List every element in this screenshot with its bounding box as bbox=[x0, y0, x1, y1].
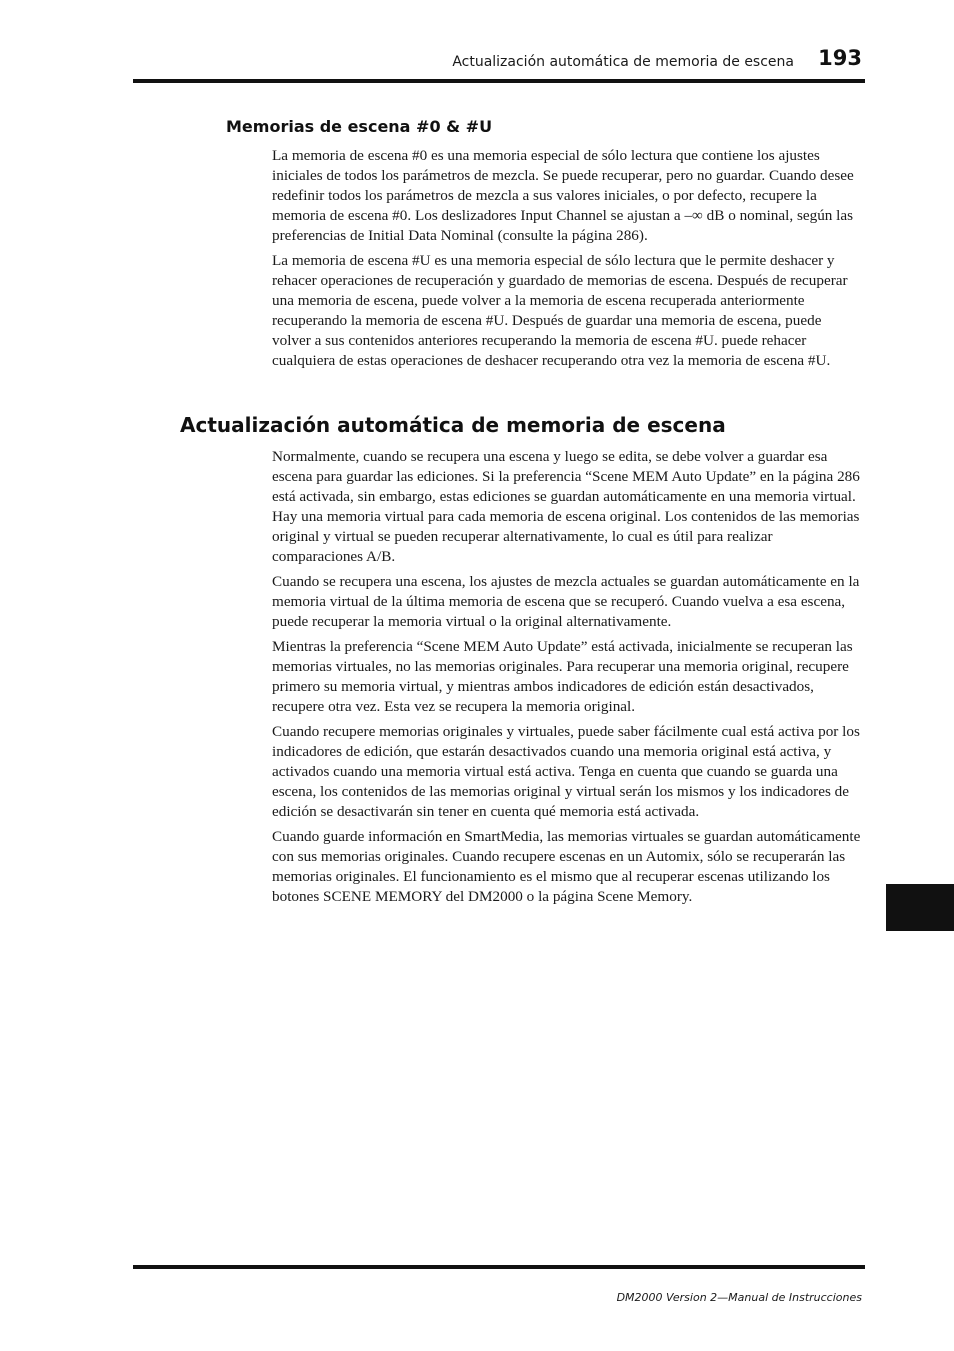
paragraph: La memoria de escena #0 es una memoria especial de sólo lectura que contiene los ajustes iniciales de todos los parámetros de mezcla. Se puede recuperar, pero no guardar. Cuando desee redefinir todos los parámetros de mezcla a sus valores iniciales, o por defecto, recupere la memoria de escena #0. Los deslizadores Input Channel se ajustan a –∞ dB o nominal, según las preferencias de Initial Data Nominal (consulte la página 286). bbox=[272, 147, 854, 244]
footer-rule bbox=[133, 1265, 865, 1269]
section-body-scene-memories bbox=[272, 146, 862, 376]
chapter-thumb-tab bbox=[886, 884, 954, 931]
paragraph: Cuando guarde información en SmartMedia, las memorias virtuales se guardan automáticamente con sus memorias originales. Cuando recupere escenas en un Automix, sólo se recuperarán las memorias originales. El funcionamiento es el mismo que al recuperar escenas utilizando los botones SCENE MEMORY del DM2000 o la página Scene Memory. bbox=[272, 828, 861, 905]
paragraph: La memoria de escena #U es una memoria especial de sólo lectura que le permite deshacer y rehacer operaciones de recuperación y guardado de memorias de escena. Después de recuperar una memoria de escena, puede volver a la memoria de escena recuperada anteriormente recuperando la memoria de escena #U. Después de guardar una memoria de escena, puede volver a sus contenidos anteriores recuperando la memoria de escena #U. puede rehacer cualquiera de estas operaciones de deshacer recuperando otra vez la memoria de escena #U. bbox=[272, 252, 848, 369]
paragraph: Mientras la preferencia “Scene MEM Auto Update” está activada, inicialmente se recuperan las memorias virtuales, no las memorias originales. Para recuperar una memoria original, recupere primero su memoria virtual, y mientras ambos indicadores de edición están desactivados, recupere otra vez. Esta vez se recupera la memoria original. bbox=[272, 638, 853, 715]
running-header-title: Actualización automática de memoria de escena bbox=[452, 54, 794, 70]
section-body-auto-update bbox=[272, 447, 862, 912]
paragraph: Cuando recupere memorias originales y virtuales, puede saber fácilmente cual está activa por los indicadores de edición, que estarán desactivados cuando una memoria original está activa, y activados cuando una memoria virtual está activa. Tenga en cuenta que cuando se guarda una escena, los contenidos de las memorias original y virtual serán los mismos y los indicadores de edición se desactivarán sin tener en cuenta qué memoria está activada. bbox=[272, 723, 860, 820]
section-heading-scene-memories: Memorias de escena #0 & #U bbox=[226, 117, 493, 136]
header-rule bbox=[133, 79, 865, 83]
page-number: 193 bbox=[818, 46, 862, 70]
footer-manual-title: DM2000 Version 2—Manual de Instrucciones bbox=[616, 1291, 862, 1304]
paragraph: Cuando se recupera una escena, los ajustes de mezcla actuales se guardan automáticamente en la memoria virtual de la última memoria de escena que se recuperó. Cuando vuelva a esa escena, puede recuperar la memoria virtual o la original alternativamente. bbox=[272, 573, 860, 630]
section-heading-auto-update: Actualización automática de memoria de escena bbox=[180, 413, 726, 437]
paragraph: Normalmente, cuando se recupera una escena y luego se edita, se debe volver a guardar esa escena para guardar las ediciones. Si la preferencia “Scene MEM Auto Update” en la página 286 está activada, sin embargo, estas ediciones se guardan automáticamente en una memoria virtual. Hay una memoria virtual para cada memoria de escena original. Los contenidos de las memorias original y virtual se pueden recuperar alternativamente, lo cual es útil para realizar comparaciones A/B. bbox=[272, 448, 860, 565]
